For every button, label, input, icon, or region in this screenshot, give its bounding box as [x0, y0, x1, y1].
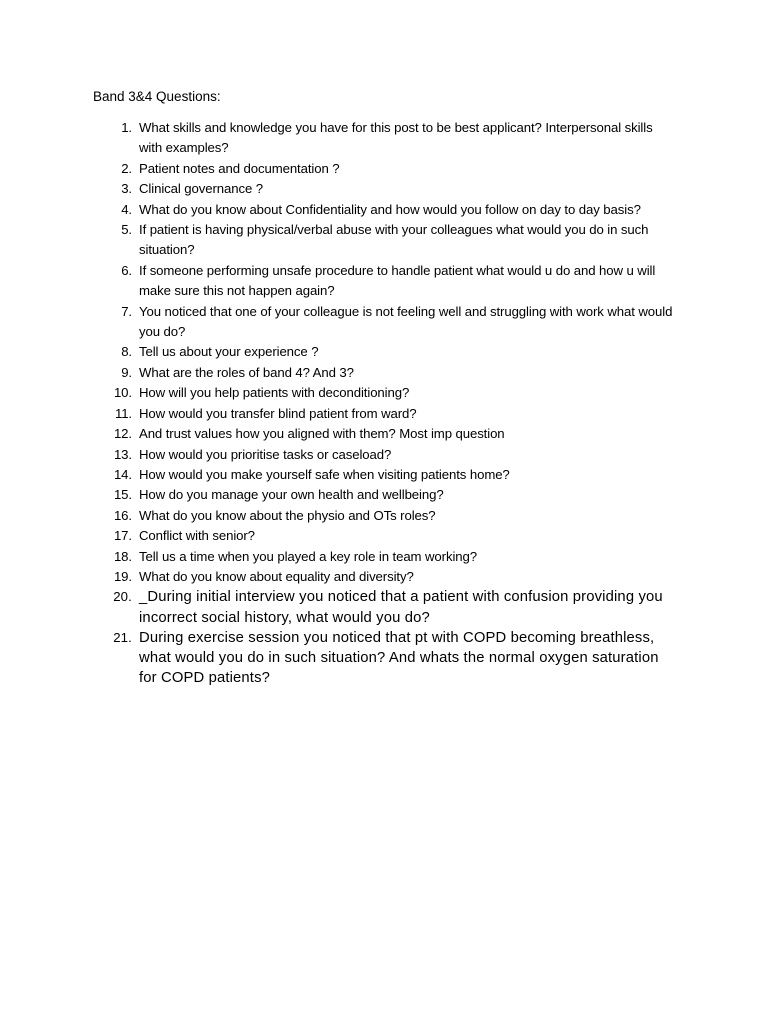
question-number: 2. [121, 160, 132, 176]
question-text: What skills and knowledge you have for this post to be best applicant? Interpersonal skills with examples? [139, 120, 653, 156]
question-item [108, 526, 674, 546]
question-item [108, 587, 674, 627]
question-item [108, 159, 674, 179]
question-number: 1. [121, 120, 132, 135]
question-number: 4. [121, 201, 132, 217]
question-text: How would you prioritise tasks or caseload? [139, 446, 392, 462]
question-item [108, 547, 674, 567]
question-number: 8. [121, 344, 132, 360]
question-text: How would you transfer blind patient from ward? [139, 405, 417, 421]
question-number: 11. [114, 405, 132, 421]
question-item [108, 383, 674, 403]
question-item [108, 220, 674, 261]
question-text: Tell us about your experience ? [139, 344, 319, 360]
question-item [108, 485, 674, 505]
question-text: Clinical governance ? [139, 181, 263, 197]
question-item [108, 506, 674, 526]
question-item [108, 628, 674, 689]
question-number: 7. [121, 303, 132, 319]
question-text: How would you make yourself safe when visiting patients home? [139, 466, 510, 482]
question-text: Conflict with senior? [139, 528, 255, 544]
question-number: 10. [113, 385, 132, 401]
question-item [108, 118, 674, 159]
question-text: If someone performing unsafe procedure to handle patient what would u do and how u will make sure this not happen again? [139, 262, 656, 299]
question-number: 19. [113, 568, 132, 584]
question-list [108, 118, 674, 688]
question-text: Tell us a time when you played a key role in team working? [139, 548, 477, 564]
question-number: 21. [113, 629, 132, 645]
question-number: 15. [113, 487, 132, 503]
question-number: 12. [113, 426, 132, 442]
question-number: 13. [113, 446, 132, 462]
question-number: 14. [113, 466, 132, 482]
question-item [108, 261, 674, 302]
question-text: How will you help patients with deconditioning? [139, 385, 410, 401]
question-text: What do you know about equality and diversity? [139, 568, 414, 584]
question-text: What are the roles of band 4? And 3? [139, 364, 354, 380]
question-number: 9. [121, 364, 132, 380]
question-number: 3. [121, 181, 132, 197]
question-text: If patient is having physical/verbal abuse with your colleagues what would you do in such situation? [139, 222, 649, 258]
question-number: 18. [113, 548, 132, 564]
question-number: 16. [113, 507, 132, 523]
question-text: _During initial interview you noticed that a patient with confusion providing you incorrect social history, what would you do? [139, 589, 663, 626]
question-number: 17. [113, 528, 132, 544]
question-item [108, 424, 674, 444]
question-text: How do you manage your own health and wellbeing? [139, 487, 444, 503]
question-text: And trust values how you aligned with them? Most imp question [139, 426, 505, 442]
question-item [108, 465, 674, 485]
question-number: 20. [113, 589, 132, 605]
question-item [108, 302, 674, 343]
question-item [108, 179, 674, 199]
question-item [108, 363, 674, 383]
question-text: What do you know about Confidentiality and how would you follow on day to day basis? [139, 201, 641, 217]
question-text: What do you know about the physio and OTs roles? [139, 507, 436, 523]
question-text: Patient notes and documentation ? [139, 160, 340, 176]
question-text: During exercise session you noticed that pt with COPD becoming breathless, what would you do in such situation? And whats the normal oxygen saturation for COPD patients? [139, 629, 659, 687]
question-number: 6. [121, 262, 132, 278]
question-item [108, 404, 674, 424]
question-item [108, 567, 674, 587]
question-number: 5. [121, 222, 132, 238]
question-item [108, 342, 674, 362]
question-item [108, 445, 674, 465]
question-item [108, 200, 674, 220]
document-heading: Band 3&4 Questions: [93, 89, 221, 104]
question-text: You noticed that one of your colleague is not feeling well and struggling with work what would you do? [139, 303, 673, 340]
